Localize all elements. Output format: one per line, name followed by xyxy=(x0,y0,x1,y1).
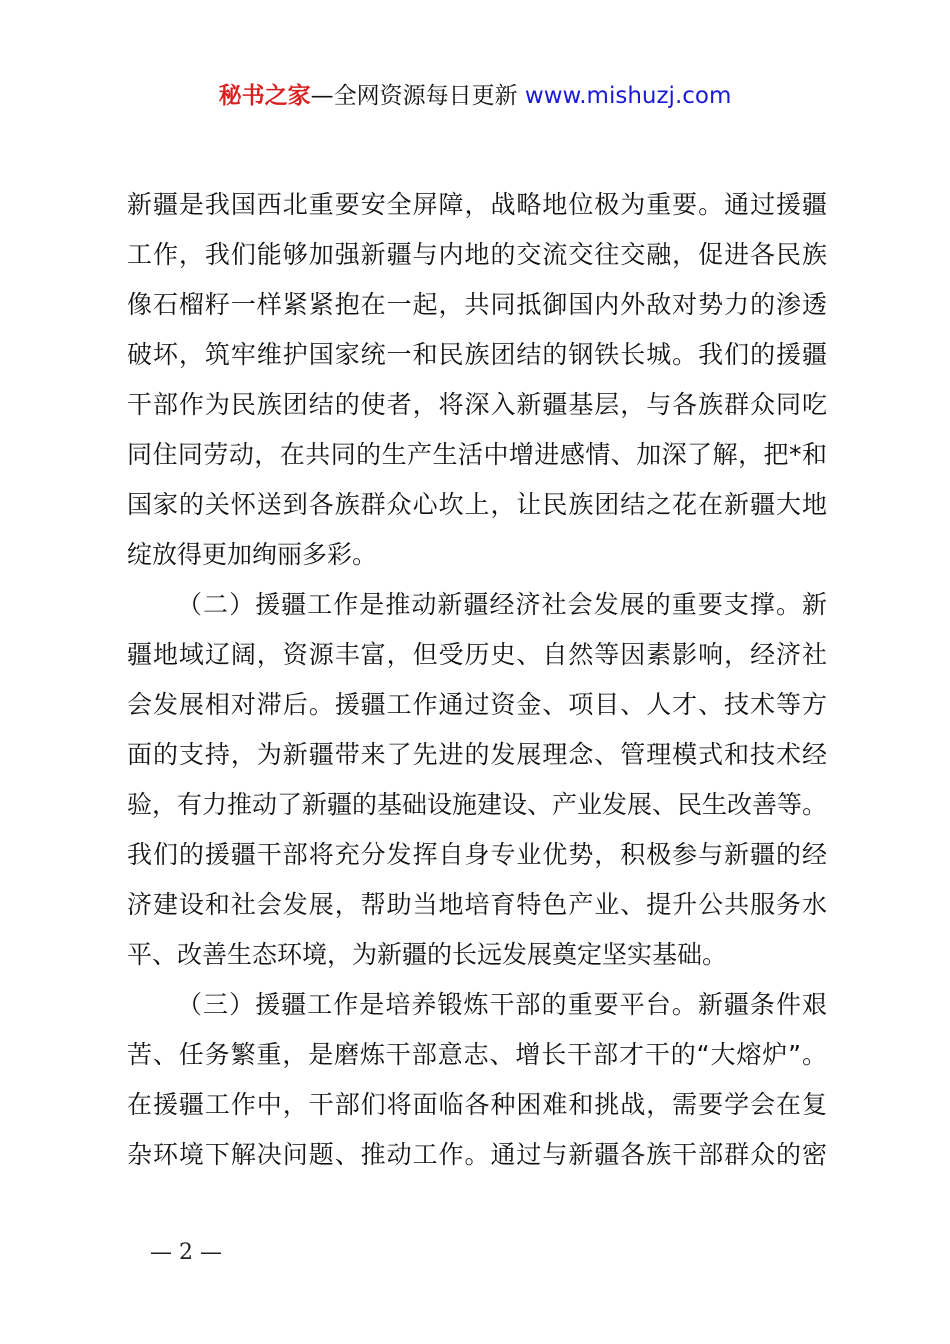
text-line: 杂环境下解决问题、推动工作。通过与新疆各族干部群众的密 xyxy=(127,1140,827,1169)
site-url-link[interactable]: www.mishuzj.com xyxy=(524,83,732,109)
document-body xyxy=(127,180,827,1180)
text-line: 国家的关怀送到各族群众心坎上，让民族团结之花在新疆大地 xyxy=(127,490,827,519)
section-heading-line: （三）援疆工作是培养锻炼干部的重要平台。新疆条件艰 xyxy=(177,990,827,1019)
text-line: 会发展相对滞后。援疆工作通过资金、项目、人才、技术等方 xyxy=(127,690,827,719)
text-line: 绽放得更加绚丽多彩。 xyxy=(127,540,378,569)
text-line: 工作，我们能够加强新疆与内地的交流交往交融，促进各民族 xyxy=(127,240,827,269)
text-line: 苦、任务繁重，是磨炼干部意志、增长干部才干的“大熔炉”。 xyxy=(127,1040,827,1069)
brand-name: 秘书之家 xyxy=(218,83,311,109)
page-number: — 2 — xyxy=(150,1240,222,1265)
text-line: 我们的援疆干部将充分发挥自身专业优势，积极参与新疆的经 xyxy=(127,840,827,869)
text-line: 济建设和社会发展，帮助当地培育特色产业、提升公共服务水 xyxy=(127,890,827,919)
text-line: 破坏，筑牢维护国家统一和民族团结的钢铁长城。我们的援疆 xyxy=(127,340,827,369)
text-line: 像石榴籽一样紧紧抱在一起，共同抵御国内外敌对势力的渗透 xyxy=(127,290,827,319)
text-line: 平、改善生态环境，为新疆的长远发展奠定坚实基础。 xyxy=(127,940,728,969)
text-line: 干部作为民族团结的使者，将深入新疆基层，与各族群众同吃 xyxy=(127,390,827,419)
text-line: 面的支持，为新疆带来了先进的发展理念、管理模式和技术经 xyxy=(127,740,827,769)
header-tagline: —全网资源每日更新 xyxy=(310,83,518,109)
text-line: 同住同劳动，在共同的生产生活中增进感情、加深了解，把*和 xyxy=(127,440,827,469)
text-line: 验，有力推动了新疆的基础设施建设、产业发展、民生改善等。 xyxy=(127,790,827,819)
site-header xyxy=(0,80,950,112)
text-line: 在援疆工作中，干部们将面临各种困难和挑战，需要学会在复 xyxy=(127,1090,827,1119)
text-line: 新疆是我国西北重要安全屏障，战略地位极为重要。通过援疆 xyxy=(127,190,827,219)
section-heading-line: （二）援疆工作是推动新疆经济社会发展的重要支撑。新 xyxy=(177,590,827,619)
text-line: 疆地域辽阔，资源丰富，但受历史、自然等因素影响，经济社 xyxy=(127,640,827,669)
